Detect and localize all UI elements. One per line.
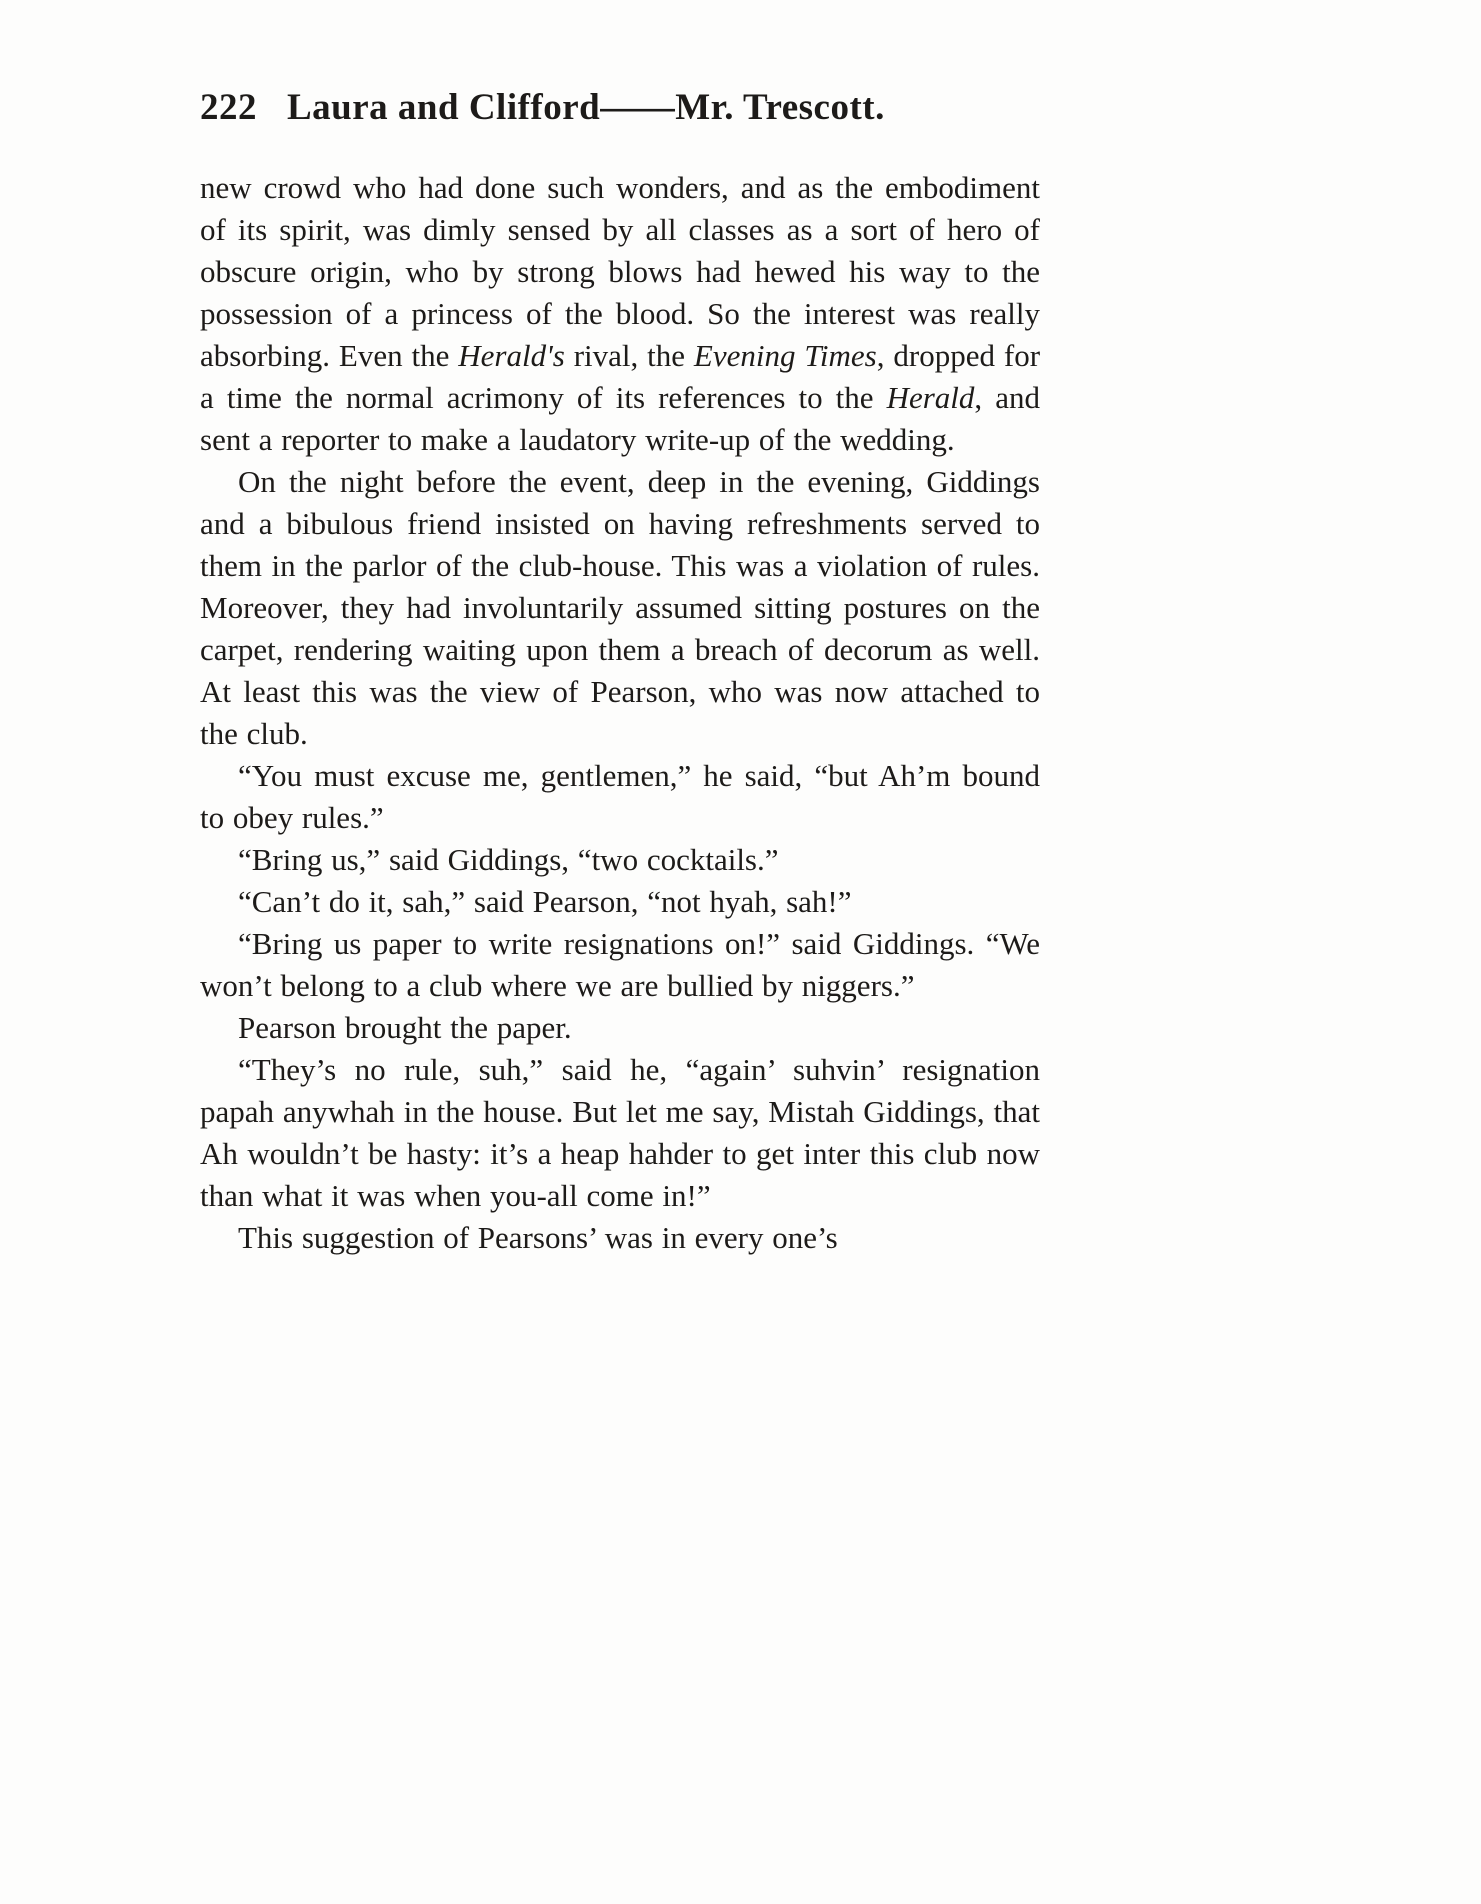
paragraph — [200, 881, 1040, 923]
paragraph — [200, 923, 1040, 1007]
paragraph — [200, 1049, 1040, 1217]
page-content — [200, 86, 1040, 1259]
text-run: “They’s no rule, suh,” said he, “again’ suhvin’ resignation papah anywhah in the house. But let me say, Mistah Giddings, that Ah wouldn’t be hasty: it’s a heap hahder to get inter this club now than what it was when you-all come in!” — [200, 1052, 1040, 1213]
text-run: On the night before the event, deep in the evening, Giddings and a bibulous friend insisted on having refreshments served to them in the parlor of the club-house. This was a violation of rules. Moreover, they had involuntarily assumed sitting postures on the carpet, rendering waiting upon them a breach of decorum as well. At least this was the view of Pearson, who was now attached to the club. — [200, 464, 1040, 751]
paragraph — [200, 461, 1040, 755]
italic-run: Herald's — [458, 338, 565, 373]
text-run: , and sent a reporter to make a laudatory write-up of the wedding. — [200, 380, 1040, 457]
text-run: “You must excuse me, gentlemen,” he said, “but Ah’m bound to obey rules.” — [200, 758, 1040, 835]
page-header — [200, 86, 1040, 129]
text-run: , dropped for a time the normal acrimony of its references to the — [200, 338, 1041, 415]
page-number: 222 — [200, 87, 257, 128]
page-body — [200, 167, 1040, 1259]
text-run: This suggestion of Pearsons’ was in every one’s — [238, 1220, 838, 1255]
text-run: new crowd who had done such wonders, and as the embodiment of its spirit, was dimly sensed by all classes as a sort of hero of obscure origin, who by strong blows had hewed his way to the possession of a princess of the blood. So the interest was really absorbing. Even the — [200, 170, 1040, 373]
paragraph — [200, 755, 1040, 839]
paragraph — [200, 1217, 1040, 1259]
running-title: Laura and Clifford——Mr. Trescott. — [287, 87, 885, 128]
text-run: rival, the — [564, 338, 694, 373]
paragraph — [200, 839, 1040, 881]
paragraph — [200, 167, 1040, 461]
text-run: “Bring us,” said Giddings, “two cocktails.” — [238, 842, 779, 877]
italic-run: Herald — [886, 380, 975, 415]
text-run: “Bring us paper to write resignations on!” said Giddings. “We won’t belong to a club where we are bullied by niggers.” — [200, 926, 1040, 1003]
text-run: “Can’t do it, sah,” said Pearson, “not hyah, sah!” — [238, 884, 852, 919]
paragraph — [200, 1007, 1040, 1049]
text-run: Pearson brought the paper. — [238, 1010, 572, 1045]
italic-run: Evening Times — [693, 338, 877, 373]
